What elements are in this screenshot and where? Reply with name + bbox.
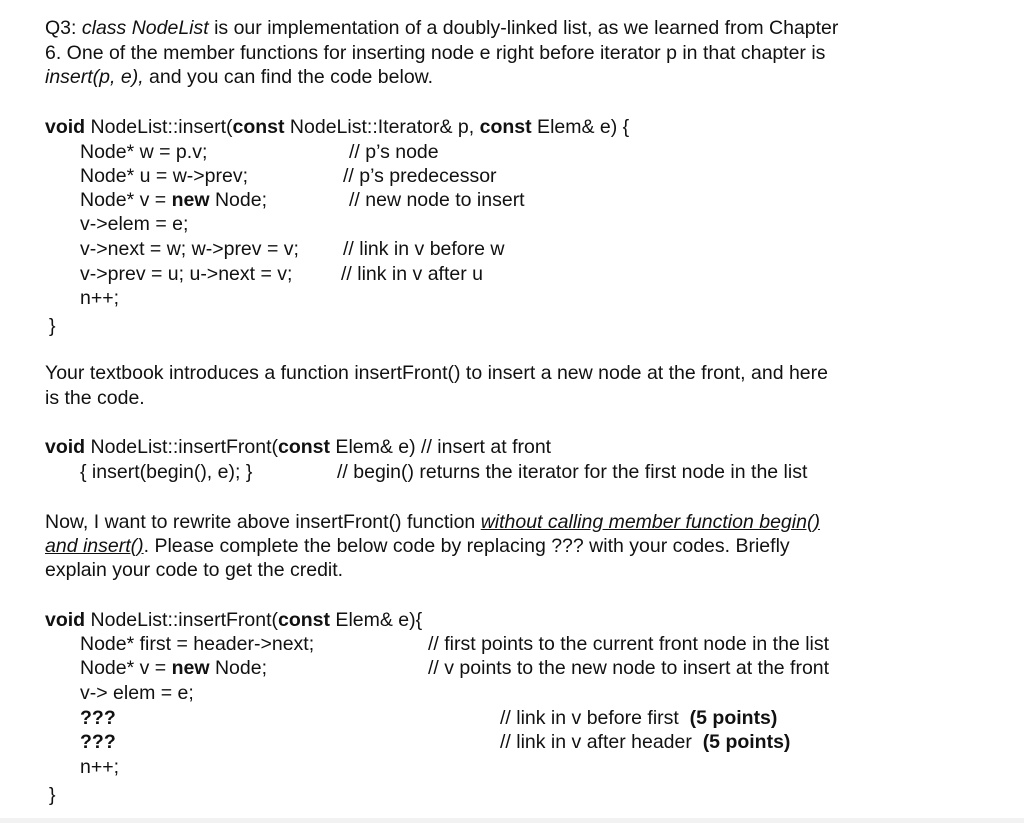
para3-line-1: Now, I want to rewrite above insertFront() function without calling member function begin() xyxy=(45,511,820,533)
comment-link-before-first: // link in v before first (5 points) xyxy=(500,707,778,729)
comment-v: // new node to insert xyxy=(349,189,525,211)
para3-line-2: and insert(). Please complete the below code by replacing ??? with your codes. Briefly xyxy=(45,535,790,557)
code-line-new-v: Node* v = new Node; xyxy=(80,657,267,679)
code-line-w: Node* w = p.v; xyxy=(80,141,208,163)
code-line-new-inc: n++; xyxy=(80,756,120,778)
comment-u: // p’s predecessor xyxy=(343,165,497,187)
bottom-strip xyxy=(0,818,1024,823)
code-line-elem: v->elem = e; xyxy=(80,213,189,235)
question-line-2: 6. One of the member functions for inserting node e right before iterator p in that chapter is xyxy=(45,42,826,64)
comment-link-after-header: // link in v after header (5 points) xyxy=(500,731,791,753)
para3-line-3: explain your code to get the credit. xyxy=(45,559,344,581)
closing-brace-3: } xyxy=(49,784,56,806)
comment-begin: // begin() returns the iterator for the first node in the list xyxy=(337,461,808,483)
code-line-first: Node* first = header->next; xyxy=(80,633,315,655)
closing-brace-1: } xyxy=(49,315,56,337)
code-line-v: Node* v = new Node; xyxy=(80,189,267,211)
code-line-prev: v->prev = u; u->next = v; xyxy=(80,263,293,285)
question-line-3: insert(p, e), and you can find the code below. xyxy=(45,66,434,88)
comment-next: // link in v before w xyxy=(343,238,505,260)
code-line-u: Node* u = w->prev; xyxy=(80,165,249,187)
new-insertfront-signature: void NodeList::insertFront(const Elem& e){ xyxy=(45,609,423,631)
insertfront-signature: void NodeList::insertFront(const Elem& e) // insert at front xyxy=(45,436,552,458)
comment-new-v: // v points to the new node to insert at the front xyxy=(428,657,830,679)
insert-signature: void NodeList::insert(const NodeList::Iterator& p, const Elem& e) { xyxy=(45,116,630,138)
insertfront-body: { insert(begin(), e); } xyxy=(80,461,253,483)
comment-prev: // link in v after u xyxy=(341,263,483,285)
para2-line-2: is the code. xyxy=(45,387,145,409)
para2-line-1: Your textbook introduces a function insertFront() to insert a new node at the front, and here xyxy=(45,362,828,384)
code-line-next: v->next = w; w->prev = v; xyxy=(80,238,299,260)
code-line-inc: n++; xyxy=(80,287,120,309)
placeholder-line-2: ??? xyxy=(80,731,116,753)
comment-first: // first points to the current front node in the list xyxy=(428,633,830,655)
question-line-1: Q3: class NodeList is our implementation of a doubly-linked list, as we learned from Chapter xyxy=(45,17,839,39)
placeholder-line-1: ??? xyxy=(80,707,116,729)
code-line-new-elem: v-> elem = e; xyxy=(80,682,194,704)
comment-w: // p’s node xyxy=(349,141,439,163)
